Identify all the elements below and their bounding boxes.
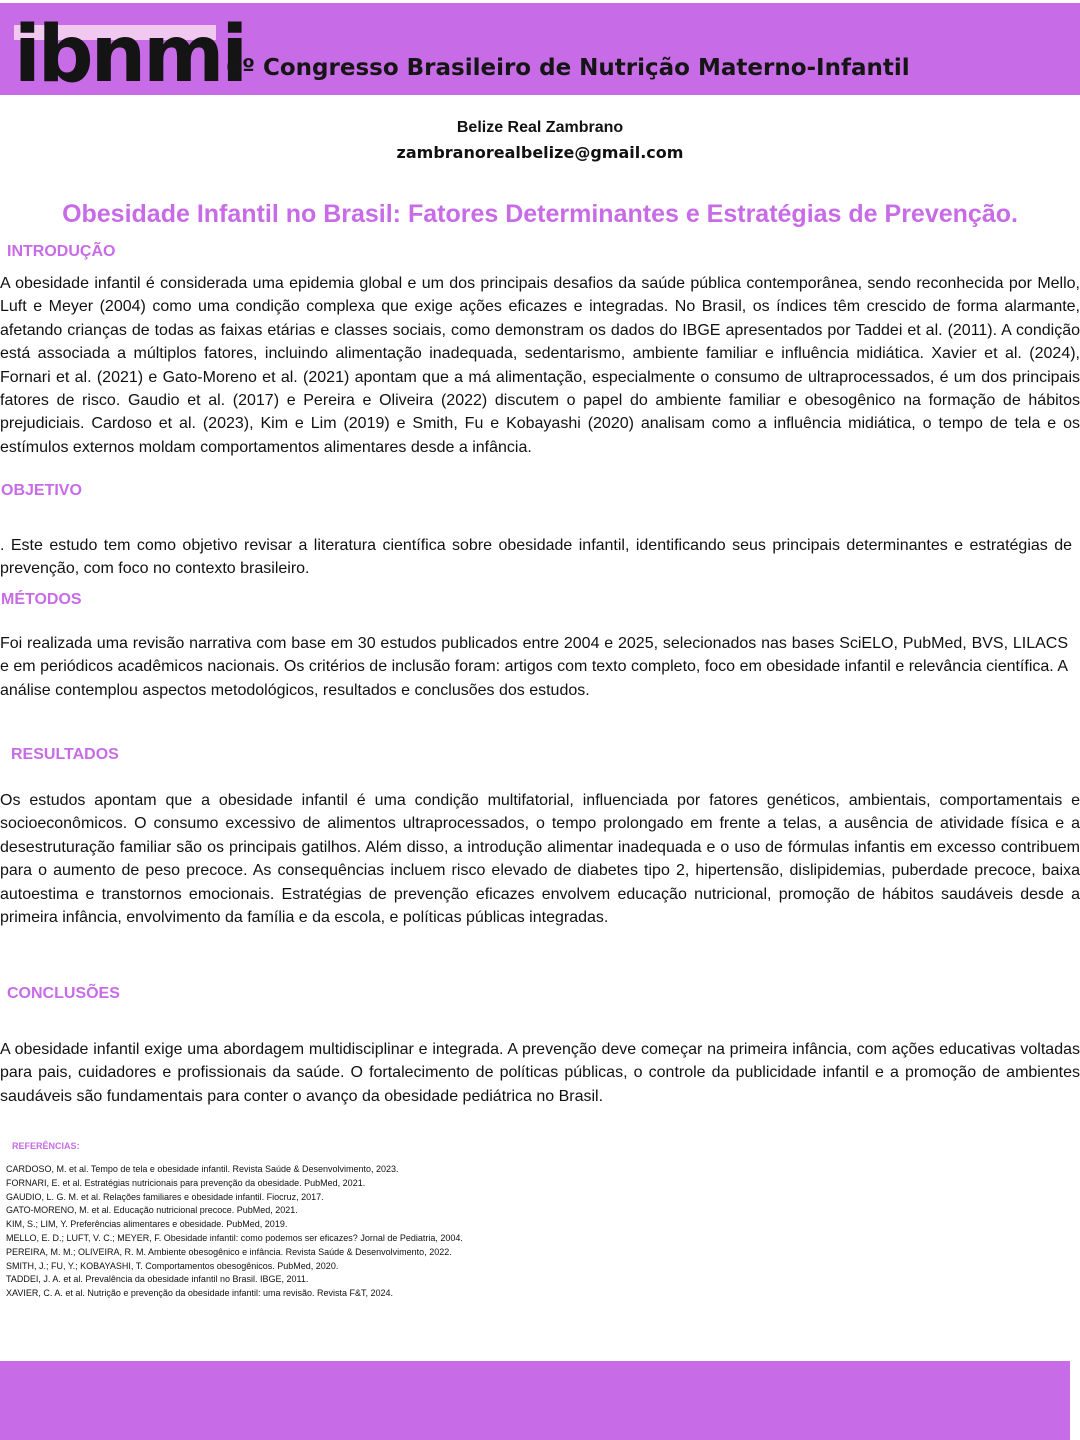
congress-title: 6º Congresso Brasileiro de Nutrição Materno-Infantil xyxy=(226,55,910,81)
reference-item: SMITH, J.; FU, Y.; KOBAYASHI, T. Comportamentos obesogênicos. PubMed, 2020. xyxy=(6,1260,339,1271)
text-resultados: Os estudos apontam que a obesidade infantil é uma condição multifatorial, influenciada por fatores genéticos, ambientais, comportamentais e socioeconômicos. O consumo excessivo de alimentos ultraprocessados, o tempo prolongado em frente a telas, a ausência de atividade física e a desestruturação familiar são os principais gatilhos. Além disso, a introdução alimentar inadequada e o uso de fórmulas infantis em excesso contribuem para o aumento de peso precoce. As consequências incluem risco elevado de diabetes tipo 2, hipertensão, dislipidemias, puberdade precoce, baixa autoestima e transtornos emocionais. Estratégias de prevenção eficazes envolvem educação nutricional, promoção de hábitos saudáveis desde a primeira infância, envolvimento da família e da escola, e políticas públicas integradas. xyxy=(0,792,1080,927)
reference-item: GAUDIO, L. G. M. et al. Relações familiares e obesidade infantil. Fiocruz, 2017. xyxy=(6,1191,324,1202)
logo-text: ibnmi xyxy=(14,10,246,100)
references-list xyxy=(6,1163,706,1301)
author-name: Belize Real Zambrano xyxy=(456,119,624,136)
heading-metodos: MÉTODOS xyxy=(1,591,82,608)
reference-item: TADDEI, J. A. et al. Prevalência da obesidade infantil no Brasil. IBGE, 2011. xyxy=(6,1274,309,1285)
ibnmi-logo xyxy=(14,10,246,100)
heading-referencias: REFERÊNCIAS: xyxy=(12,1141,80,1151)
reference-item: PEREIRA, M. M.; OLIVEIRA, R. M. Ambiente obesogênico e infância. Revista Saúde & Desenvolvimento, 2022. xyxy=(6,1246,452,1257)
author-email: zambranorealbelize@gmail.com xyxy=(396,143,684,162)
heading-objetivo: OBJETIVO xyxy=(1,482,82,499)
reference-item: KIM, S.; LIM, Y. Preferências alimentares e obesidade. PubMed, 2019. xyxy=(6,1219,288,1230)
header-bar xyxy=(0,3,1080,100)
poster-title: Obesidade Infantil no Brasil: Fatores Determinantes e Estratégias de Prevenção. xyxy=(62,200,1018,228)
heading-resultados: RESULTADOS xyxy=(11,746,119,763)
text-conclusoes: A obesidade infantil exige uma abordagem multidisciplinar e integrada. A prevenção deve começar na primeira infância, com ações educativas voltadas para pais, cuidadores e profissionais da saúde. O fortalecimento de políticas públicas, o controle da publicidade infantil e a promoção de ambientes saudáveis são fundamentais para conter o avanço da obesidade pediátrica no Brasil. xyxy=(0,1041,1080,1105)
text-objetivo: . Este estudo tem como objetivo revisar a literatura científica sobre obesidade infantil, identificando seus principais determinantes e estratégias de prevenção, com foco no contexto brasileiro. xyxy=(0,537,1072,578)
heading-conclusoes: CONCLUSÕES xyxy=(7,985,120,1002)
text-introducao: A obesidade infantil é considerada uma epidemia global e um dos principais desafios da saúde pública contemporânea, sendo reconhecida por Mello, Luft e Meyer (2004) como uma condição complexa que exige ações eficazes e integradas. No Brasil, os índices têm crescido de forma alarmante, afetando crianças de todas as faixas etárias e classes sociais, como demonstram os dados do IBGE apresentados por Taddei et al. (2011). A condição está associada a múltiplos fatores, incluindo alimentação inadequada, sedentarismo, ambiente familiar e influência midiática. Xavier et al. (2024), Fornari et al. (2021) e Gato-Moreno et al. (2021) apontam que a má alimentação, especialmente o consumo de ultraprocessados, é um dos principais fatores de risco. Gaudio et al. (2017) e Pereira e Oliveira (2022) discutem o papel do ambiente familiar e obesogênico na formação de hábitos prejudiciais. Cardoso et al. (2023), Kim e Lim (2019) e Smith, Fu e Kobayashi (2020) analisam como a influência midiática, o tempo de tela e os estímulos externos moldam comportamentos alimentares desde a infância. xyxy=(0,275,1080,456)
reference-item: FORNARI, E. et al. Estratégias nutricionais para prevenção da obesidade. PubMed, 2021. xyxy=(6,1177,366,1188)
reference-item: GATO-MORENO, M. et al. Educação nutricional precoce. PubMed, 2021. xyxy=(6,1205,298,1216)
reference-item: CARDOSO, M. et al. Tempo de tela e obesidade infantil. Revista Saúde & Desenvolvimento, 2023. xyxy=(6,1164,399,1174)
footer-bar xyxy=(0,1361,1070,1440)
reference-item: MELLO, E. D.; LUFT, V. C.; MEYER, F. Obesidade infantil: como podemos ser eficazes? Jornal de Pediatria, 2004. xyxy=(6,1232,463,1243)
heading-introducao: INTRODUÇÃO xyxy=(7,243,116,260)
reference-item: XAVIER, C. A. et al. Nutrição e prevenção da obesidade infantil: uma revisão. Revista F&T, 2024. xyxy=(6,1288,394,1299)
text-metodos: Foi realizada uma revisão narrativa com base em 30 estudos publicados entre 2004 e 2025, selecionados nas bases SciELO, PubMed, BVS, LILACS e em periódicos acadêmicos nacionais. Os critérios de inclusão foram: artigos com texto completo, foco em obesidade infantil e relevância científica. A análise contemplou aspectos metodológicos, resultados e conclusões dos estudos. xyxy=(0,635,1068,699)
